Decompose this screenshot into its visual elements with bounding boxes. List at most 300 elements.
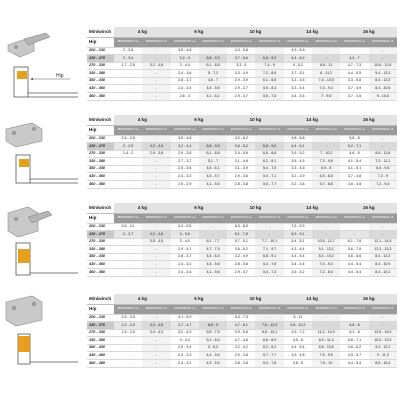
value-cell: 6,6 - 8,9 <box>255 337 283 345</box>
value-cell: - <box>114 246 142 254</box>
value-cell: 6,1 - 7,7 <box>199 238 227 246</box>
value-cell: 2,2 - 2,9 <box>114 322 142 330</box>
sub-header: MINIWINCH x1 <box>227 304 255 314</box>
value-cell: 5 - 6,2 <box>199 344 227 352</box>
value-cell: 4,2 - 6,2 <box>227 135 255 143</box>
value-cell: 4,7 - 6,1 <box>227 322 255 330</box>
value-cell: 11,3 - 14,9 <box>312 329 340 337</box>
sub-header: MINIWINCH x1 <box>114 213 142 223</box>
weight-header-row <box>87 27 397 37</box>
weight-header: 6 kg <box>171 27 228 37</box>
sub-header-row <box>87 37 397 47</box>
sub-header-row <box>87 125 397 135</box>
value-cell: 6,8 - 9,1 <box>255 253 283 261</box>
value-cell: - <box>369 143 397 151</box>
hip-range-cell: 200 - 230 <box>87 135 114 143</box>
value-cell: - <box>142 135 170 143</box>
value-cell: 2,4 - 3,2 <box>171 360 199 368</box>
sub-header: MINIWINCH x1 <box>227 213 255 223</box>
value-cell: - <box>142 261 170 269</box>
value-cell: 1,4 - 2 <box>114 150 142 158</box>
value-cell: 3,1 - 4,6 <box>227 158 255 166</box>
value-cell: 12,3 - 13,3 <box>369 246 397 254</box>
weight-header-row <box>87 203 397 213</box>
table-row <box>87 93 397 101</box>
hip-range-cell: 270 - 330 <box>87 150 114 158</box>
value-cell: - <box>255 231 283 239</box>
hip-range-cell: 380 - 430 <box>87 253 114 261</box>
table-row <box>87 344 397 352</box>
value-cell: 4,5 - 6,1 <box>199 165 227 173</box>
table-row <box>87 322 397 330</box>
value-cell: - <box>142 344 170 352</box>
value-cell: 6,8 - 9,2 <box>255 55 283 63</box>
value-cell: 4,1 - 6,1 <box>199 93 227 101</box>
value-cell: 4,4 - 7 <box>340 55 368 63</box>
value-cell: 2,3 - 3,2 <box>171 261 199 269</box>
weight-header: 6 kg <box>171 115 228 125</box>
value-cell: 4,5 - 5,7 <box>199 173 227 181</box>
table-row <box>87 165 397 173</box>
table-row <box>87 314 397 322</box>
value-cell: - <box>114 85 142 93</box>
hip-range-cell: 460 - 480 <box>87 360 114 368</box>
table-row <box>87 150 397 158</box>
value-cell: 9,4 - 13,3 <box>369 70 397 78</box>
table-row <box>87 269 397 277</box>
value-cell: 5,1 - 6,5 <box>199 337 227 345</box>
value-cell: 3,3 - 4,4 <box>284 85 312 93</box>
value-cell: 6,6 - 10,1 <box>255 329 283 337</box>
hip-range-cell: 430 - 460 <box>87 173 114 181</box>
value-cell: 2,3 - 3,4 <box>171 269 199 277</box>
hip-range-cell: 330 - 380 <box>87 158 114 166</box>
value-cell: - <box>312 314 340 322</box>
table-row <box>87 143 397 151</box>
sub-header: MINIWINCH x1 <box>284 37 312 47</box>
value-cell: 7,5 - 9,5 <box>312 352 340 360</box>
spec-table-4 <box>87 294 397 368</box>
hinge-drawer-diagram <box>2 294 80 374</box>
weight-header: 10 kg <box>227 203 284 213</box>
weight-header: 10 kg <box>227 115 284 125</box>
weight-header: 16 kg <box>340 294 397 304</box>
value-cell: 8,4 - 10,6 <box>369 85 397 93</box>
table-row <box>87 238 397 246</box>
value-cell: - <box>312 322 340 330</box>
value-cell: 3,3 - 4,5 <box>284 165 312 173</box>
value-cell: 4,2 - 4,8 <box>142 143 170 151</box>
hip-range-cell: 200 - 230 <box>87 223 114 231</box>
value-cell: 6,1 - 8,8 <box>255 77 283 85</box>
value-cell: 10,5 - 12,9 <box>369 337 397 345</box>
sub-header: MINIWINCH x2 <box>255 304 283 314</box>
value-cell: - <box>142 246 170 254</box>
value-cell: - <box>142 77 170 85</box>
value-cell: - <box>142 269 170 277</box>
sub-header: MINIWINCH x1 <box>227 125 255 135</box>
sub-header: MINIWINCH x2 <box>142 125 170 135</box>
value-cell: 4,7 - 7,9 <box>199 246 227 254</box>
sub-header: MINIWINCH x1 <box>284 213 312 223</box>
value-cell: 5,4 - 7,5 <box>255 165 283 173</box>
value-cell: 3,3 - 5,6 <box>340 77 368 85</box>
value-cell: - <box>312 223 340 231</box>
value-cell: 4,5 - 7 <box>199 77 227 85</box>
table-body <box>87 314 397 367</box>
value-cell: 3,6 - 5,2 <box>227 143 255 151</box>
value-cell: 3,2 - 3,9 <box>284 173 312 181</box>
miniwinch-label: Miniwinch <box>87 203 114 213</box>
value-cell: - <box>114 253 142 261</box>
sub-header: MINIWINCH x1 <box>171 125 199 135</box>
value-cell: - <box>114 360 142 368</box>
sub-header: MINIWINCH x2 <box>142 37 170 47</box>
value-cell: 4,5 - 5,6 <box>199 85 227 93</box>
value-cell: 4 - 5,2 <box>284 62 312 70</box>
value-cell: - <box>142 93 170 101</box>
value-cell: 3,7 - 4,7 <box>171 322 199 330</box>
value-cell: 5,7 - 7,7 <box>255 352 283 360</box>
value-cell: 6,1 - 8 <box>340 329 368 337</box>
value-cell: 2,9 - 4,1 <box>171 246 199 254</box>
value-cell: - <box>369 231 397 239</box>
value-cell: 5,4 - 5,1 <box>284 238 312 246</box>
value-cell: 5,5 - 7,5 <box>255 93 283 101</box>
value-cell: 3,2 - 4,9 <box>227 253 255 261</box>
value-cell: - <box>114 344 142 352</box>
table-body <box>87 47 397 100</box>
hip-label: Hip <box>87 125 114 135</box>
value-cell: 2 - 2,7 <box>114 231 142 239</box>
value-cell: - <box>340 223 368 231</box>
sub-header: MINIWINCH x1 <box>227 37 255 47</box>
value-cell: 6,1 - 7,8 <box>227 231 255 239</box>
table-row <box>87 158 397 166</box>
value-cell: 7,3 - 11,1 <box>369 158 397 166</box>
value-cell: 9,1 - 12,1 <box>312 246 340 254</box>
value-cell: - <box>114 238 142 246</box>
value-cell: 3,7 - 4,5 <box>340 93 368 101</box>
sub-header-row <box>87 304 397 314</box>
hip-range-cell: 460 - 480 <box>87 93 114 101</box>
value-cell: 4,4 - 5,4 <box>284 253 312 261</box>
value-cell: 4,4 - 6,2 <box>284 55 312 63</box>
value-cell: 2,5 - 2,9 <box>171 181 199 189</box>
value-cell: - <box>114 158 142 166</box>
hip-range-cell: 270 - 330 <box>87 329 114 337</box>
miniwinch-label: Miniwinch <box>87 115 114 125</box>
weight-header: 14 kg <box>284 203 341 213</box>
value-cell: 5,8 - 8 <box>340 135 368 143</box>
value-cell: 2,8 - 3,7 <box>171 253 199 261</box>
weight-header: 16 kg <box>340 27 397 37</box>
value-cell: 7 - 9,5 <box>312 93 340 101</box>
value-cell: - <box>114 261 142 269</box>
value-cell: 4,3 - 4,8 <box>142 322 170 330</box>
value-cell: 3,2 - 4 <box>171 55 199 63</box>
value-cell: 5,1 - 7 <box>199 158 227 166</box>
value-cell: 4,1 - 5,9 <box>171 314 199 322</box>
sub-header: MINIWINCH x2 <box>142 304 170 314</box>
spec-table-3 <box>87 203 397 277</box>
value-cell: - <box>114 93 142 101</box>
value-cell: 4,5 - 6 <box>284 337 312 345</box>
miniwinch-label: Miniwinch <box>87 294 114 304</box>
value-cell: - <box>142 352 170 360</box>
value-cell: 8,4 - 9,6 <box>369 165 397 173</box>
table-row <box>87 181 397 189</box>
sub-header: MINIWINCH x2 <box>312 125 340 135</box>
hip-label: Hip <box>87 213 114 223</box>
value-cell: 8,4 - 12,2 <box>369 77 397 85</box>
sub-header: MINIWINCH x2 <box>369 304 397 314</box>
value-cell: 3,5 - 4,8 <box>171 47 199 55</box>
table-row <box>87 231 397 239</box>
weight-header: 4 kg <box>114 294 171 304</box>
value-cell: 3,5 - 4,5 <box>142 238 170 246</box>
value-cell: 2,9 - 3,6 <box>227 173 255 181</box>
value-cell: - <box>114 165 142 173</box>
value-cell: 3,2 - 4,8 <box>142 62 170 70</box>
value-cell: 2 - 2,5 <box>114 143 142 151</box>
value-cell: - <box>369 314 397 322</box>
weight-header: 10 kg <box>227 27 284 37</box>
value-cell: 3,3 - 5 <box>227 62 255 70</box>
sub-header: MINIWINCH x1 <box>114 37 142 47</box>
hip-range-cell: 430 - 460 <box>87 261 114 269</box>
weight-header: 16 kg <box>340 115 397 125</box>
value-cell: 4,4 - 5,5 <box>340 70 368 78</box>
value-cell: 7,2 - 8,4 <box>312 269 340 277</box>
value-cell: 2,3 - 3,4 <box>171 85 199 93</box>
weight-header: 14 kg <box>284 294 341 304</box>
value-cell: 8 - 11,2 <box>312 70 340 78</box>
value-cell: 6,8 - 9 <box>199 322 227 330</box>
value-cell: - <box>114 77 142 85</box>
value-cell: 4,4 - 5,4 <box>340 360 368 368</box>
sub-header: MINIWINCH x2 <box>199 125 227 135</box>
value-cell: 3,7 - 4,8 <box>340 173 368 181</box>
value-cell: - <box>142 158 170 166</box>
table-row <box>87 85 397 93</box>
value-cell: 7,6 - 12,9 <box>255 322 283 330</box>
value-cell: 5,6 - 7,5 <box>340 246 368 254</box>
value-cell: 3,7 - 4,9 <box>340 85 368 93</box>
value-cell: 6,9 - 9,1 <box>284 231 312 239</box>
value-cell: 7,5 - 9,3 <box>284 223 312 231</box>
value-cell: - <box>255 314 283 322</box>
value-cell: - <box>199 47 227 55</box>
table-row <box>87 352 397 360</box>
hip-range-cell: 200 - 230 <box>87 314 114 322</box>
value-cell: 2,3 - 3,3 <box>171 352 199 360</box>
value-cell: 1,9 - 2,5 <box>114 329 142 337</box>
value-cell: 10,6 - 12,6 <box>369 62 397 70</box>
value-cell: 6,1 - 8,8 <box>199 62 227 70</box>
value-cell: 4,6 - 5,6 <box>340 253 368 261</box>
value-cell: 7,4 - 9 <box>255 62 283 70</box>
value-cell: - <box>312 143 340 151</box>
value-cell: 8,4 - 10,1 <box>369 269 397 277</box>
value-cell: 9 - 10,6 <box>369 93 397 101</box>
value-cell: - <box>114 181 142 189</box>
value-cell: - <box>199 135 227 143</box>
table-row <box>87 246 397 254</box>
value-cell: - <box>340 47 368 55</box>
value-cell: 2,4 - 2,8 <box>114 135 142 143</box>
value-cell: - <box>142 85 170 93</box>
value-cell: 6 - 11 <box>284 314 312 322</box>
value-cell: 7,4 - 10,5 <box>312 77 340 85</box>
hinge-drawer-diagram <box>2 27 80 107</box>
value-cell: 4,9 - 7,2 <box>284 329 312 337</box>
value-cell: 3,2 - 4,4 <box>171 143 199 151</box>
hinge-drawer-diagram <box>2 203 80 283</box>
value-cell: 6,2 - 8,1 <box>255 158 283 166</box>
value-cell: 5,5 - 7,7 <box>255 181 283 189</box>
value-cell: 3,4 - 4,4 <box>284 261 312 269</box>
value-cell: 2,8 - 3,8 <box>227 360 255 368</box>
value-cell: 5,4 - 7,8 <box>255 261 283 269</box>
weight-header: 10 kg <box>227 294 284 304</box>
hip-range-cell: 230 - 270 <box>87 322 114 330</box>
value-cell: - <box>114 337 142 345</box>
value-cell: 6,8 - 9,3 <box>199 55 227 63</box>
table-row <box>87 55 397 63</box>
value-cell: 6,1 - 7,8 <box>340 238 368 246</box>
value-cell: 2,3 - 3,3 <box>171 173 199 181</box>
value-cell: 6,8 - 9,5 <box>199 143 227 151</box>
value-cell: 3,8 - 5 <box>284 360 312 368</box>
hinge-drawer-diagram <box>2 115 80 195</box>
value-cell: 4,3 - 5,5 <box>199 360 227 368</box>
value-cell: 7,4 - 9,4 <box>312 85 340 93</box>
value-cell: 3,2 - 4,2 <box>227 344 255 352</box>
sub-header: MINIWINCH x1 <box>114 304 142 314</box>
table-row <box>87 253 397 261</box>
value-cell: 4,4 - 5,8 <box>199 261 227 269</box>
value-cell: 6,1 - 8,8 <box>199 150 227 158</box>
sub-header: MINIWINCH x1 <box>340 125 368 135</box>
weight-header-row <box>87 115 397 125</box>
value-cell: 2,5 - 3,6 <box>171 165 199 173</box>
value-cell: 4,1 - 5,4 <box>340 158 368 166</box>
value-cell: 8,8 - 11,6 <box>369 150 397 158</box>
table-body <box>87 135 397 188</box>
sub-header: MINIWINCH x2 <box>369 213 397 223</box>
sub-header: MINIWINCH x1 <box>171 304 199 314</box>
value-cell: - <box>142 173 170 181</box>
table-row <box>87 360 397 368</box>
value-cell: 1,7 - 2,5 <box>114 62 142 70</box>
hip-range-cell: 230 - 270 <box>87 231 114 239</box>
sub-header: MINIWINCH x1 <box>284 304 312 314</box>
hip-range-cell: 380 - 430 <box>87 165 114 173</box>
value-cell: - <box>340 314 368 322</box>
value-cell: 3 - 4,4 <box>171 62 199 70</box>
value-cell: - <box>312 55 340 63</box>
value-cell: 5,7 - 8,8 <box>312 181 340 189</box>
value-cell: - <box>142 253 170 261</box>
sub-header-row <box>87 213 397 223</box>
value-cell: 3,5 - 4,8 <box>171 135 199 143</box>
sub-header: MINIWINCH x1 <box>284 125 312 135</box>
value-cell: 3,9 - 4,8 <box>284 352 312 360</box>
sub-header: MINIWINCH x1 <box>340 37 368 47</box>
value-cell: - <box>142 70 170 78</box>
value-cell: 8,8 - 10,4 <box>369 360 397 368</box>
value-cell: 3,9 - 5,2 <box>284 150 312 158</box>
value-cell: 3,4 - 4,5 <box>284 93 312 101</box>
value-cell: 3,7 - 5,6 <box>227 55 255 63</box>
value-cell: 6,8 - 8 <box>340 322 368 330</box>
sub-header: MINIWINCH x2 <box>199 37 227 47</box>
value-cell: 4,9 - 6,9 <box>284 47 312 55</box>
value-cell: 3,4 - 4,6 <box>227 150 255 158</box>
value-cell: 5,9 - 8,3 <box>255 85 283 93</box>
value-cell: 2,4 - 3,6 <box>171 70 199 78</box>
table-row <box>87 223 397 231</box>
value-cell: - <box>114 269 142 277</box>
value-cell: - <box>114 352 142 360</box>
hip-range-cell: 230 - 270 <box>87 143 114 151</box>
value-cell: 5 - 7,2 <box>199 70 227 78</box>
value-cell: 2 - 2,8 <box>114 47 142 55</box>
value-cell: 4,4 - 5,5 <box>171 223 199 231</box>
value-cell: 4,3 - 5,8 <box>227 47 255 55</box>
value-cell: 7,2 - 9,4 <box>369 181 397 189</box>
value-cell: 4,6 - 6 <box>340 150 368 158</box>
value-cell: - <box>369 47 397 55</box>
value-cell: - <box>199 231 227 239</box>
value-cell: 5,9 - 7,8 <box>255 360 283 368</box>
spec-table-1 <box>87 27 397 101</box>
value-cell: 4,7 - 7,3 <box>340 62 368 70</box>
value-cell: 4,4 - 5,4 <box>340 261 368 269</box>
value-cell: 3,5 - 4,5 <box>284 158 312 166</box>
value-cell: 8,4 - 12,2 <box>369 253 397 261</box>
value-cell: 7,1 - 9,7 <box>255 246 283 254</box>
value-cell: - <box>142 165 170 173</box>
value-cell: - <box>142 360 170 368</box>
value-cell: 6,3 - 8,5 <box>227 223 255 231</box>
value-cell: 6,5 - 8,5 <box>312 173 340 181</box>
value-cell: 3,4 - 4,3 <box>142 329 170 337</box>
value-cell: - <box>142 223 170 231</box>
sub-header: MINIWINCH x1 <box>114 125 142 135</box>
value-cell: 4,4 - 6,4 <box>199 253 227 261</box>
value-cell: 4,1 - 5,1 <box>340 165 368 173</box>
value-cell: 8,8 - 11 <box>312 62 340 70</box>
hip-range-cell: 380 - 430 <box>87 77 114 85</box>
value-cell: - <box>199 314 227 322</box>
weight-header: 4 kg <box>114 203 171 213</box>
table-row <box>87 77 397 85</box>
value-cell: 2 - 3,4 <box>114 55 142 63</box>
weight-header-row <box>87 294 397 304</box>
value-cell: - <box>114 173 142 181</box>
spec-table-2 <box>87 115 397 189</box>
value-cell: 2,5 - 3,4 <box>171 344 199 352</box>
sub-header: MINIWINCH x2 <box>312 213 340 223</box>
hip-range-cell: 430 - 460 <box>87 85 114 93</box>
hip-label: Hip <box>87 304 114 314</box>
value-cell: 7 - 10,2 <box>312 150 340 158</box>
value-cell: 2,6 - 3,1 <box>114 223 142 231</box>
hip-dimension-label: Hip <box>56 73 64 79</box>
hip-range-cell: 230 - 270 <box>87 55 114 63</box>
